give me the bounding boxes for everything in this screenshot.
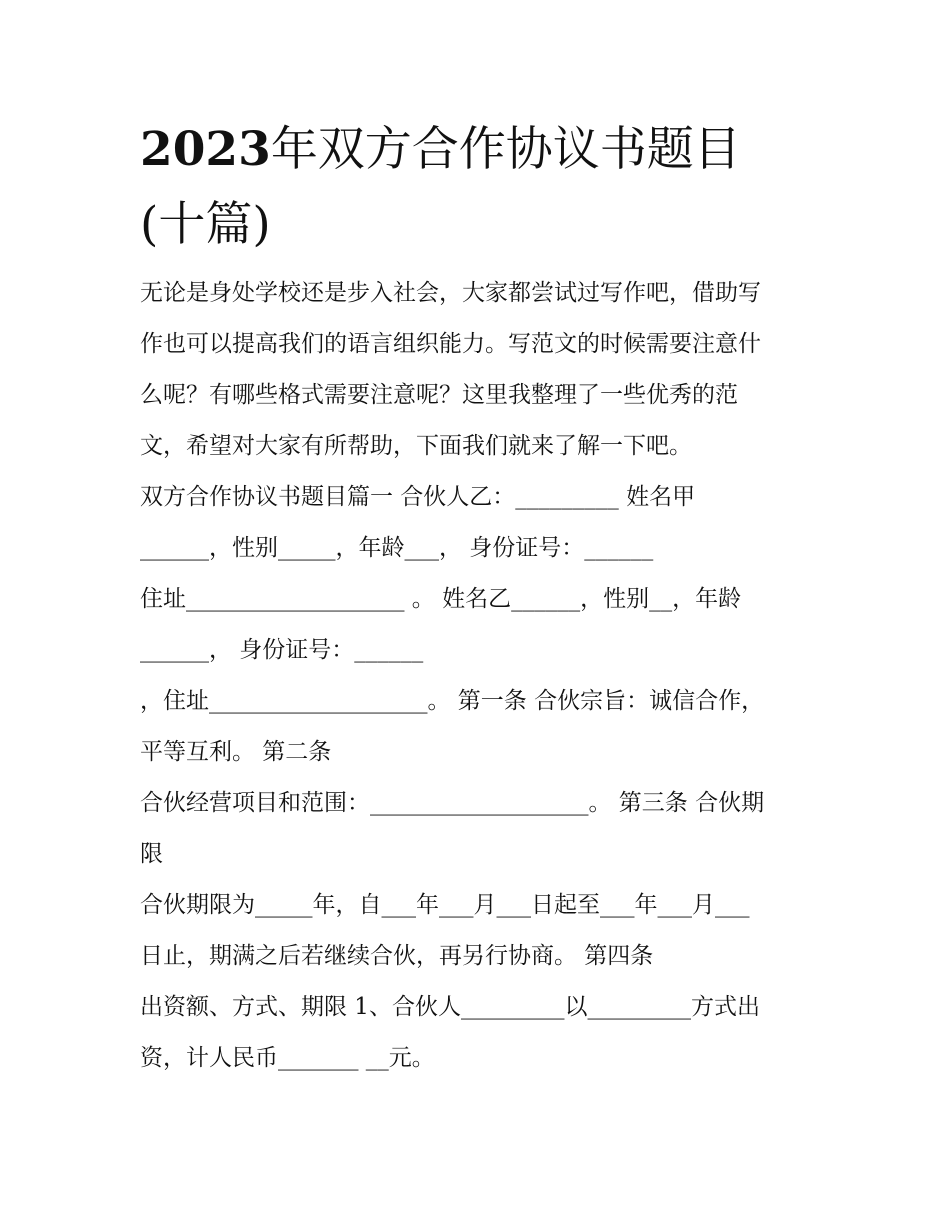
document-page [140,112,820,1084]
title-year: 2023 [140,122,271,177]
intro-line: 作也可以提高我们的语言组织能力。写范文的时候需要注意什 [140,331,761,357]
body-line: 双方合作协议书题目篇一 合伙人乙：_________ 姓名甲 [140,484,696,510]
body-line: 住址___________________ 。 姓名乙______，性别__，年龄 [140,586,742,612]
agreement-body [140,472,820,1084]
intro-line: 无论是身处学校还是步入社会，大家都尝试过写作吧，借助写 [140,280,761,306]
body-line: 合伙经营项目和范围：___________________。 第三条 合伙期 [140,790,765,816]
body-line: ，住址___________________。 第一条 合伙宗旨：诚信合作， [140,688,765,714]
intro-line: 么呢？有哪些格式需要注意呢？这里我整理了一些优秀的范 [140,382,738,408]
intro-line: 文，希望对大家有所帮助，下面我们就来了解一下吧。 [140,433,692,459]
body-line: 日止，期满之后若继续合伙，再另行协商。 第四条 [140,943,654,969]
intro-paragraph [140,268,820,472]
body-line: 出资额、方式、期限 1、合伙人_________以_________方式出 [140,994,760,1020]
body-line: ______，性别_____，年龄___， 身份证号：______ [140,535,654,561]
title-main: 年双方合作协议书题目 [270,122,741,177]
body-line: 平等互利。 第二条 [140,739,332,765]
title-subtitle: (十篇) [140,197,271,252]
body-line: ______， 身份证号：______ [140,637,424,663]
body-line: 限 [140,841,163,867]
document-title [140,112,820,262]
body-line: 合伙期限为_____年，自___年___月___日起至___年___月___ [140,892,750,918]
body-line: 资，计人民币_______ __元。 [140,1045,435,1071]
